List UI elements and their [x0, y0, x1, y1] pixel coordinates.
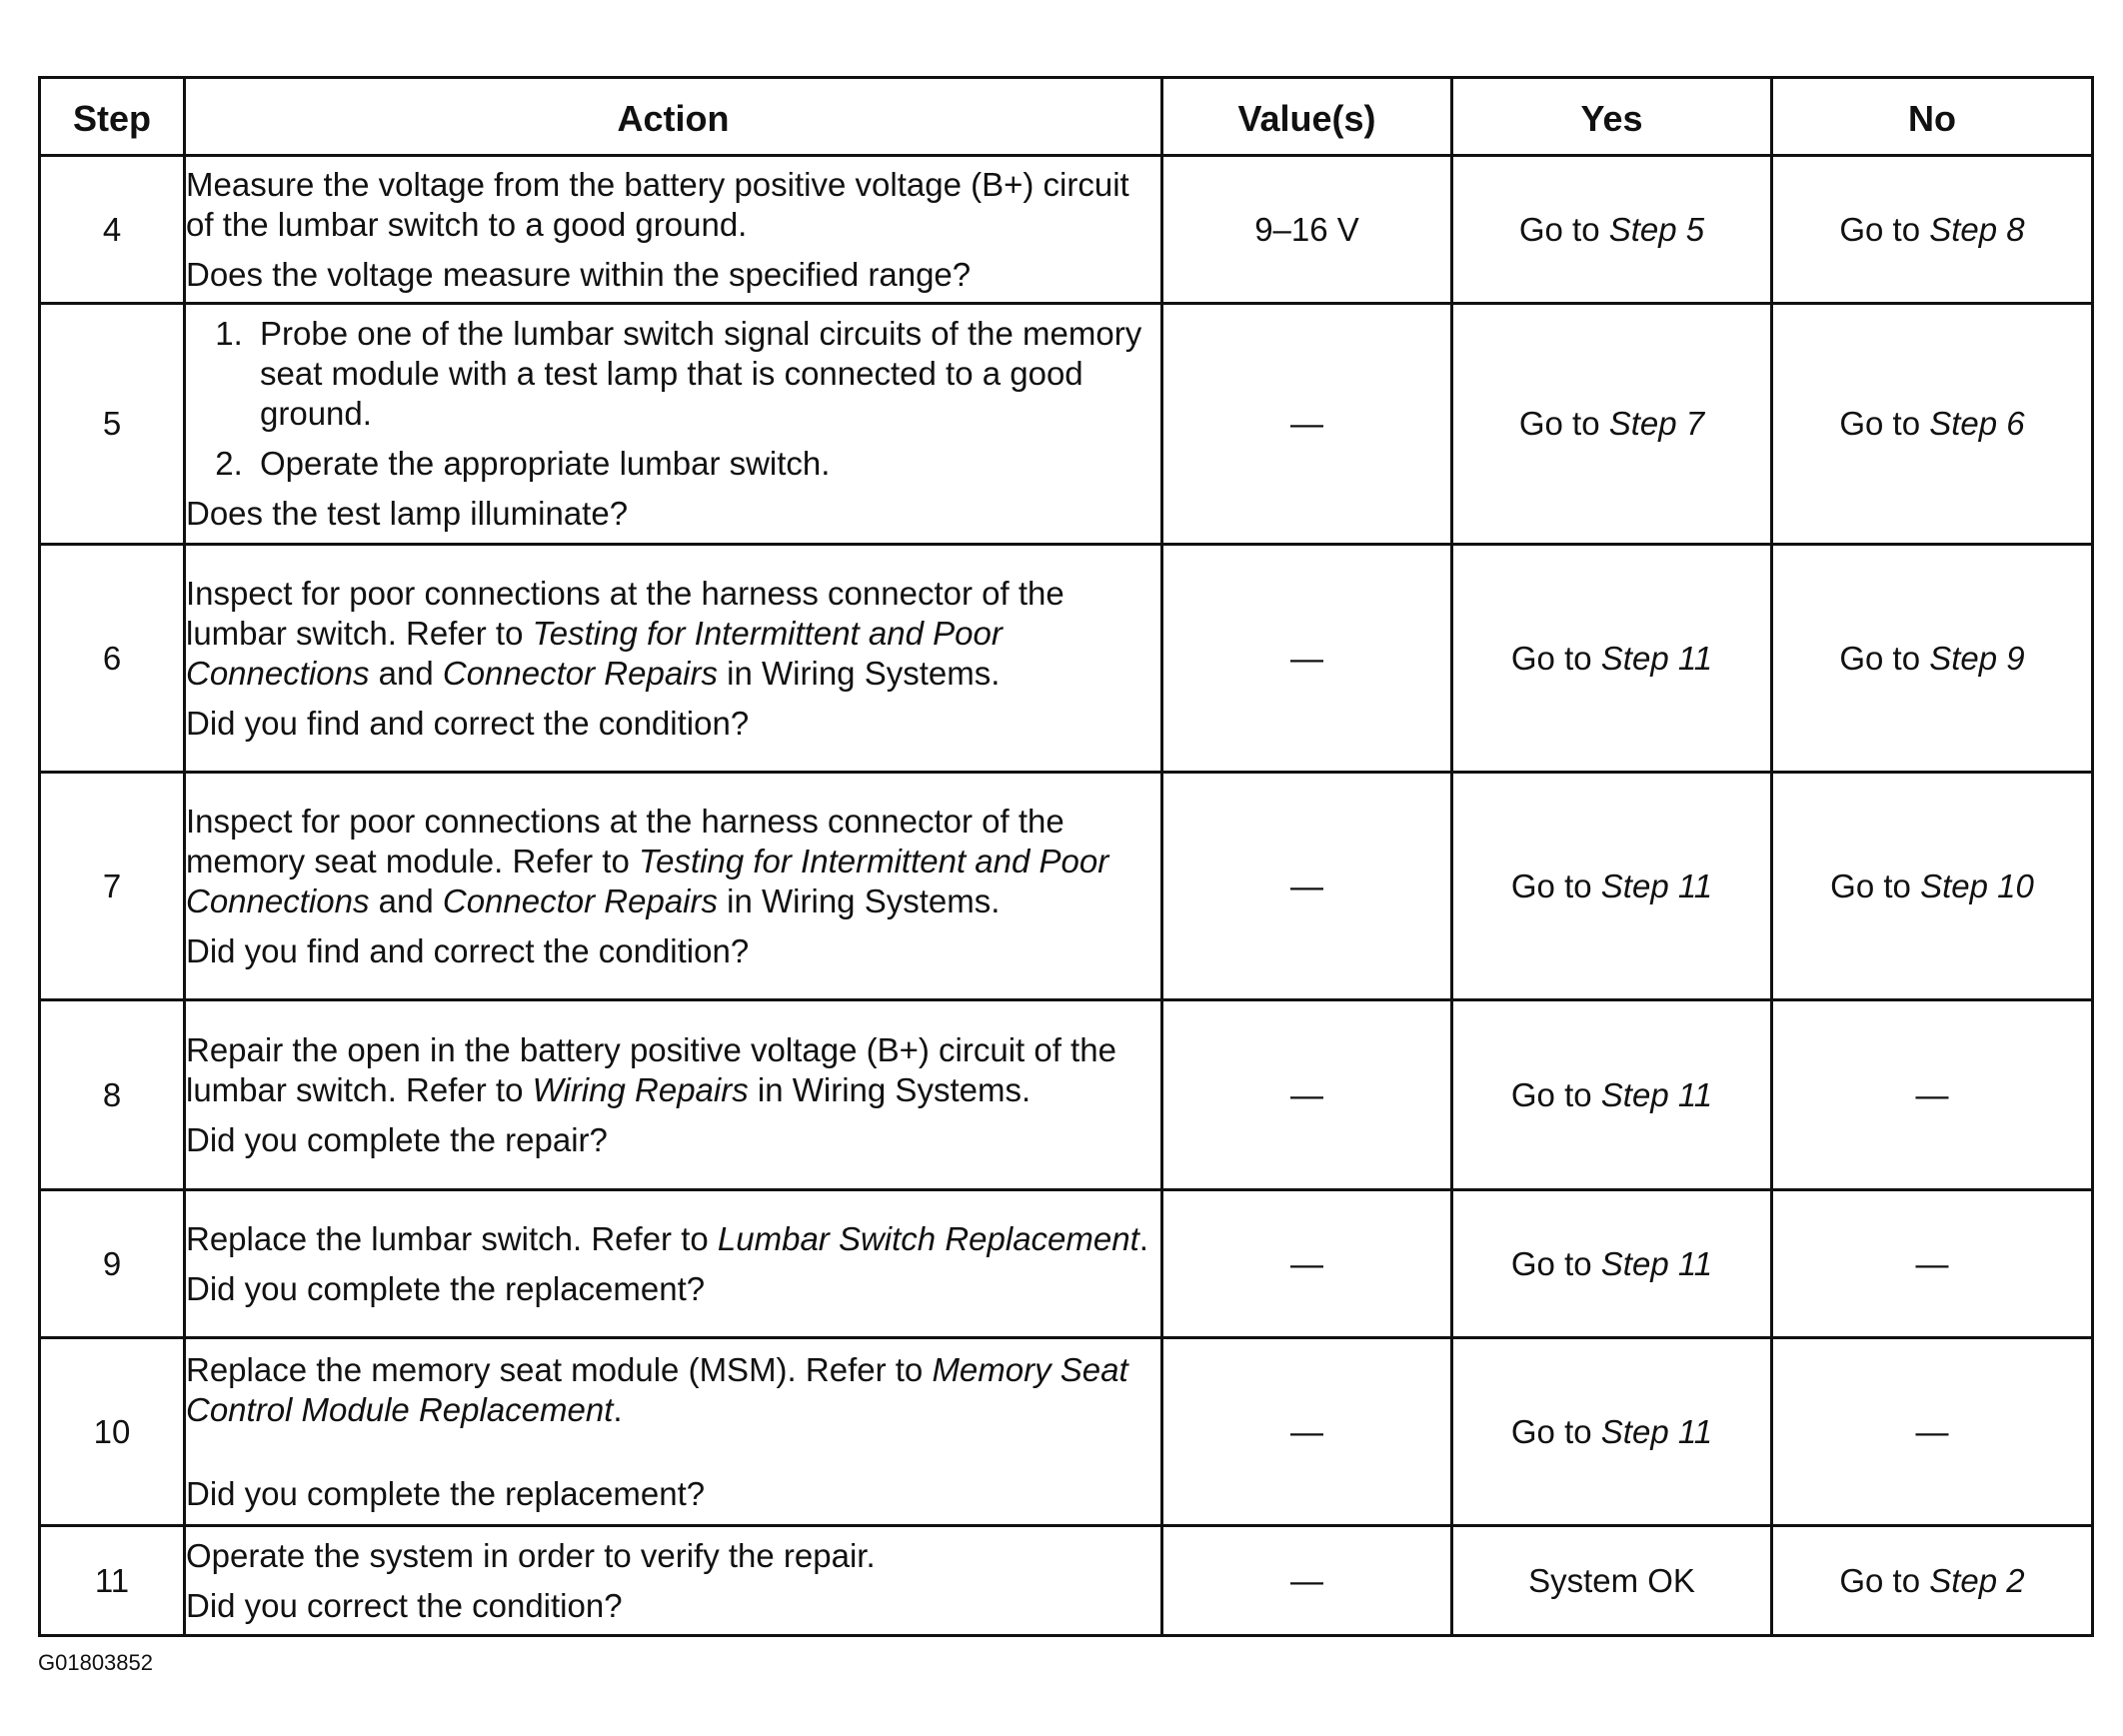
action-text-part: Inspect for poor connections at the harness connector of the memory seat module. Refer to: [186, 802, 1064, 879]
no-step-ref: Step 10: [1920, 867, 2034, 904]
reference-title: Wiring Repairs: [532, 1070, 749, 1108]
value-cell: 9–16 V: [1162, 156, 1452, 304]
action-question: Did you complete the replacement?: [186, 1474, 706, 1512]
action-question: Did you complete the replacement?: [186, 1269, 706, 1307]
yes-cell: [1452, 304, 1772, 545]
diagnostic-table: [38, 76, 2094, 1637]
reference-title: Connector Repairs: [442, 654, 718, 692]
yes-step-ref: Step 7: [1608, 405, 1705, 442]
no-cell: [1772, 773, 2093, 1000]
table-row: [40, 773, 2093, 1000]
no-step-ref: Step 2: [1929, 1561, 2025, 1599]
action-text-part: Replace the memory seat module (MSM). Refer to: [186, 1350, 933, 1388]
figure-id: G01803852: [38, 1650, 153, 1675]
value-cell: —: [1162, 1000, 1452, 1190]
action-question: Did you correct the condition?: [186, 1586, 623, 1624]
action-text: Measure the voltage from the battery positive voltage (B+) circuit of the lumbar switch to a good ground.: [186, 165, 1129, 243]
table-row: [40, 545, 2093, 773]
action-text: [186, 1350, 1160, 1430]
value-cell: —: [1162, 773, 1452, 1000]
no-cell: —: [1772, 1190, 2093, 1338]
action-cell: [185, 156, 1162, 304]
yes-step-ref: Step 11: [1600, 639, 1713, 677]
action-question: Does the test lamp illuminate?: [186, 495, 629, 532]
action-text-part: and: [369, 881, 443, 919]
yes-text: Go to: [1518, 210, 1609, 248]
yes-text: Go to: [1518, 405, 1609, 442]
action-question: Did you complete the repair?: [186, 1120, 608, 1158]
table-row: [40, 1338, 2093, 1526]
action-text: [186, 1219, 1160, 1259]
no-step-ref: Step 6: [1929, 405, 2025, 442]
no-cell: [1772, 304, 2093, 545]
reference-title: Testing for Intermittent and Poor Connections: [186, 842, 1109, 919]
header-step: Step: [40, 78, 185, 156]
yes-text: Go to: [1510, 1244, 1601, 1282]
table-row: [40, 156, 2093, 304]
action-cell: [185, 545, 1162, 773]
step-number: 4: [40, 156, 185, 304]
yes-text: Go to: [1510, 867, 1601, 904]
header-action: Action: [185, 78, 1162, 156]
value-cell: —: [1162, 1190, 1452, 1338]
action-list: [186, 314, 1160, 484]
no-cell: [1772, 1526, 2093, 1636]
value-cell: —: [1162, 304, 1452, 545]
reference-title: Connector Repairs: [442, 881, 718, 919]
header-yes: Yes: [1452, 78, 1772, 156]
step-number: 5: [40, 304, 185, 545]
yes-step-ref: Step 11: [1600, 1075, 1713, 1113]
no-cell: —: [1772, 1000, 2093, 1190]
action-text: [186, 1030, 1160, 1110]
table-row: [40, 1000, 2093, 1190]
yes-cell: [1452, 545, 1772, 773]
no-step-ref: Step 8: [1929, 210, 2025, 248]
no-text: Go to: [1839, 210, 1930, 248]
reference-title: Testing for Intermittent and Poor Connections: [186, 614, 1003, 692]
step-number: 9: [40, 1190, 185, 1338]
step-number: 7: [40, 773, 185, 1000]
header-no: No: [1772, 78, 2093, 156]
value-cell: —: [1162, 545, 1452, 773]
action-text-part: in Wiring Systems.: [748, 1070, 1032, 1108]
action-text: [186, 802, 1160, 921]
yes-cell: [1452, 773, 1772, 1000]
table-row: [40, 1526, 2093, 1636]
yes-step-ref: Step 11: [1600, 1412, 1713, 1450]
value-cell: —: [1162, 1338, 1452, 1526]
yes-cell: [1452, 1000, 1772, 1190]
reference-title: Lumbar Switch Replacement: [717, 1219, 1139, 1257]
yes-text: Go to: [1510, 639, 1601, 677]
step-number: 10: [40, 1338, 185, 1526]
reference-title: Memory Seat Control Module Replacement: [186, 1350, 1128, 1428]
action-text-part: in Wiring Systems.: [718, 881, 1001, 919]
action-text: Operate the system in order to verify the repair.: [186, 1536, 876, 1574]
action-cell: [185, 1338, 1162, 1526]
no-text: Go to: [1839, 639, 1930, 677]
action-question: Did you find and correct the condition?: [186, 704, 750, 742]
yes-cell: System OK: [1452, 1526, 1772, 1636]
yes-cell: [1452, 1338, 1772, 1526]
yes-cell: [1452, 1190, 1772, 1338]
header-value: Value(s): [1162, 78, 1452, 156]
yes-step-ref: Step 11: [1600, 867, 1713, 904]
yes-step-ref: Step 5: [1608, 210, 1705, 248]
action-text-part: and: [369, 654, 443, 692]
yes-step-ref: Step 11: [1600, 1244, 1713, 1282]
no-text: Go to: [1839, 1561, 1930, 1599]
action-question: Did you find and correct the condition?: [186, 931, 750, 969]
action-list-item: 2. Operate the appropriate lumbar switch.: [252, 444, 1160, 484]
yes-text: Go to: [1510, 1412, 1601, 1450]
table-row: [40, 1190, 2093, 1338]
action-cell: [185, 304, 1162, 545]
action-text-part: .: [1138, 1219, 1148, 1257]
no-text: Go to: [1839, 405, 1930, 442]
action-text: [186, 574, 1160, 694]
action-text-part: Repair the open in the battery positive voltage (B+) circuit of the lumbar switch. Refer to: [186, 1030, 1116, 1108]
step-number: 11: [40, 1526, 185, 1636]
step-number: 8: [40, 1000, 185, 1190]
no-cell: [1772, 156, 2093, 304]
action-cell: [185, 773, 1162, 1000]
action-text-part: .: [613, 1390, 623, 1428]
action-list-item: 1. Probe one of the lumbar switch signal circuits of the memory seat module with a test lamp that is connected to a good ground.: [252, 314, 1160, 434]
value-cell: —: [1162, 1526, 1452, 1636]
yes-text: Go to: [1510, 1075, 1601, 1113]
header-row: [40, 78, 2093, 156]
no-step-ref: Step 9: [1929, 639, 2025, 677]
no-cell: [1772, 545, 2093, 773]
action-cell: [185, 1000, 1162, 1190]
action-text-part: Inspect for poor connections at the harness connector of the lumbar switch. Refer to: [186, 574, 1064, 652]
no-cell: —: [1772, 1338, 2093, 1526]
action-text-part: Replace the lumbar switch. Refer to: [186, 1219, 718, 1257]
action-text-part: in Wiring Systems.: [718, 654, 1001, 692]
action-cell: [185, 1190, 1162, 1338]
step-number: 6: [40, 545, 185, 773]
no-text: Go to: [1830, 867, 1921, 904]
action-cell: [185, 1526, 1162, 1636]
yes-cell: [1452, 156, 1772, 304]
action-question: Does the voltage measure within the specified range?: [186, 255, 972, 293]
table-row: [40, 304, 2093, 545]
